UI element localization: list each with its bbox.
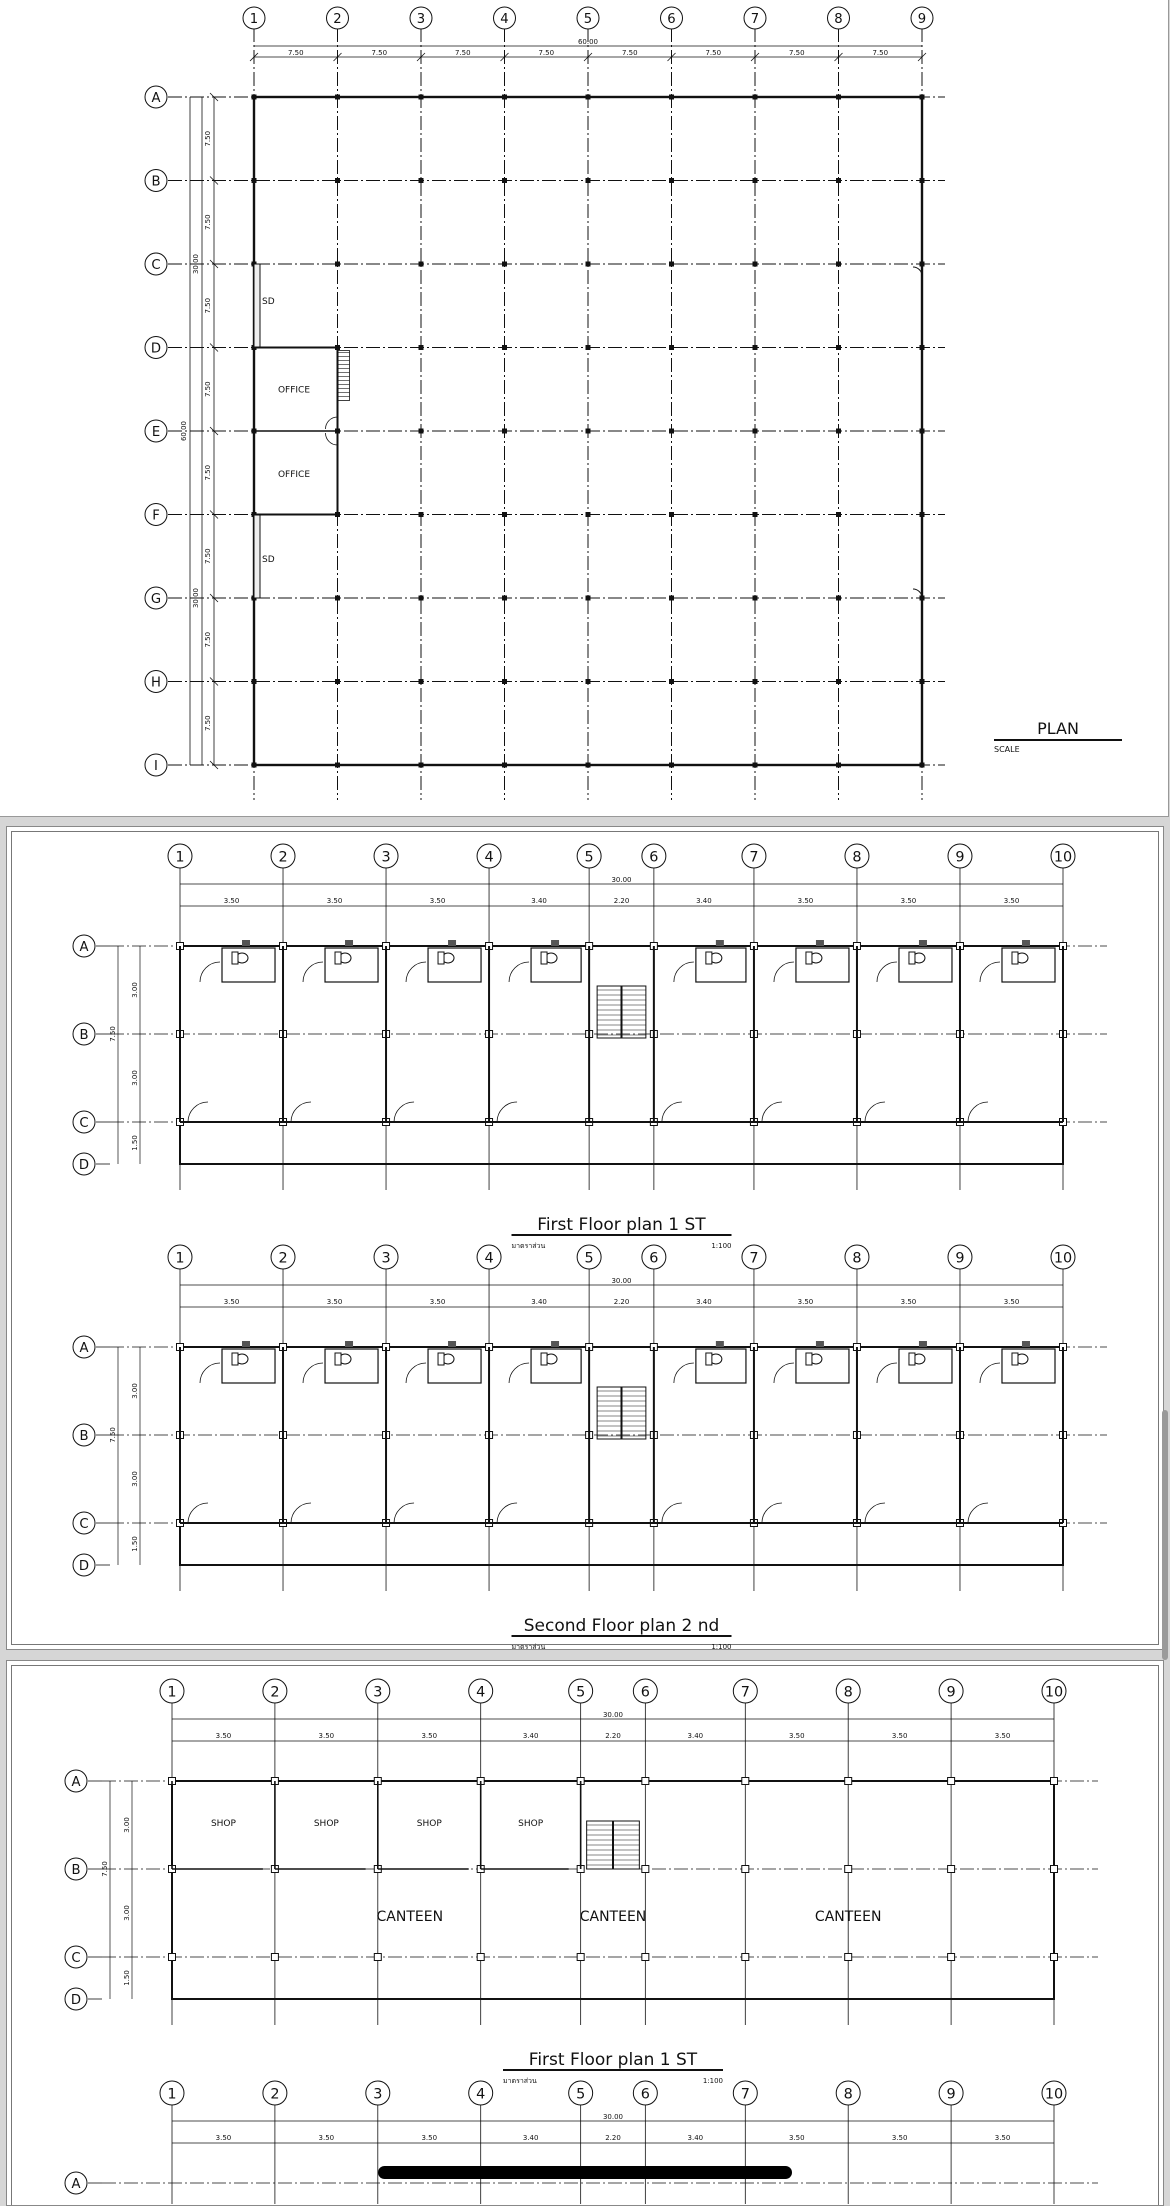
bathroom-wall [899,948,952,982]
vent-icon [345,1341,353,1347]
basin-icon [1012,1353,1018,1365]
door-swing [303,1363,323,1383]
vent-icon [919,940,927,946]
bathroom-wall [696,1349,746,1383]
plan-title: Second Floor plan 2 nd [523,1616,720,1636]
dim-col-spacing: 3.50 [429,897,446,905]
grid-bubble-col: 6 [649,1250,659,1267]
column [477,1954,484,1961]
column [642,1866,649,1873]
door-swing [877,962,897,982]
column [742,1954,749,1961]
grid-bubble-col: 3 [381,1250,391,1267]
door-swing [762,1503,782,1523]
vent-icon [448,940,456,946]
dim-col-spacing: 3.40 [696,897,712,905]
grid-bubble-col: 6 [667,11,676,27]
basin-icon [806,1353,812,1365]
basin-icon [541,1353,547,1365]
grid-bubble-row: B [79,1027,89,1043]
grid-bubble-row: A [71,1774,81,1790]
grid-bubble-col: 9 [946,1684,956,1701]
plan-title: First Floor plan 1 ST [528,2050,698,2070]
dim-col-spacing: 7.50 [538,49,555,57]
dim-col-spacing: 3.50 [421,2134,438,2142]
dim-row-spacing: 7.50 [204,631,212,648]
room-label-canteen: CANTEEN [814,1909,882,1925]
scale-label: มาตราส่วน [511,1242,546,1250]
dim-col-spacing: 3.50 [1003,897,1020,905]
door-swing [865,1503,885,1523]
door-swing [291,1503,311,1523]
bathroom-wall [899,1349,952,1383]
dim-row-spacing: 7.50 [204,297,212,314]
dim-col-spacing: 3.50 [900,1298,917,1306]
grid-bubble-col: 5 [583,11,593,27]
grid-bubble-col: 1 [167,1684,177,1701]
dim-overall: 30.00 [611,1277,632,1285]
door-swing [980,1363,1000,1383]
dim-row: 3.00 [131,1383,139,1399]
vent-icon [1022,1341,1030,1347]
basin-icon [541,952,547,964]
door-swing [406,962,426,982]
basin-icon [1012,952,1018,964]
column [742,1866,749,1873]
door-swing [674,962,694,982]
dim-col-spacing: 7.50 [287,49,304,57]
dim-overall-width: 60.00 [577,38,599,46]
grid-bubble-col: 8 [843,1684,853,1701]
basin-icon [909,952,915,964]
bathroom-wall [325,1349,378,1383]
dim-side-overall: 7.50 [109,1026,117,1042]
vent-icon [816,940,824,946]
room-label-office: OFFICE [277,385,311,396]
vent-icon [551,940,559,946]
grid-bubble-row: D [70,1992,82,2008]
dim-col-spacing: 3.40 [531,1298,547,1306]
dim-col-spacing: 3.50 [326,1298,343,1306]
vent-icon [345,940,353,946]
dim-col-spacing: 3.50 [797,897,814,905]
grid-bubble-col: 10 [1044,1684,1064,1701]
plan-title: First Floor plan 1 ST [537,1215,706,1235]
bathroom-wall [1002,1349,1055,1383]
door-swing [968,1503,988,1523]
door-swing [188,1102,208,1122]
dim-row-spacing: 7.50 [204,381,212,398]
grid-bubble-col: 2 [333,11,342,27]
dim-overall: 30.00 [602,2113,624,2121]
grid-bubble-col: 3 [381,849,391,866]
dim-col-spacing: 3.50 [891,2134,908,2142]
scale-value: 1:100 [702,2077,723,2085]
grid-bubble-row: D [150,341,162,357]
column [742,1778,749,1785]
basin-icon [335,952,341,964]
dim-side-overall: 7.50 [109,1427,117,1443]
column [271,1954,278,1961]
door-swing [762,1102,782,1122]
column [374,1954,381,1961]
door-swing [509,962,529,982]
dim-col-spacing: 7.50 [872,49,889,57]
dim-row-spacing: 7.50 [204,548,212,565]
grid-bubble-col: 4 [484,849,494,866]
door-swing [877,1363,897,1383]
room-label-sd: SD [262,555,275,565]
dim-col-spacing: 2.20 [613,897,630,905]
dim-col-spacing: 3.50 [900,897,917,905]
grid-bubble-row: A [79,1340,89,1356]
scale-label: มาตราส่วน [503,2077,537,2085]
grid-bubble-col: 7 [740,1684,750,1701]
dim-col-spacing: 3.50 [788,1732,805,1740]
room-label-shop: SHOP [313,1819,339,1829]
dim-col-spacing: 2.20 [613,1298,630,1306]
column [948,1954,955,1961]
basin-icon [706,1353,712,1365]
grid-bubble-row: E [151,424,161,440]
bathroom-wall [696,948,746,982]
grid-bubble-col: 5 [576,2086,586,2103]
grid-bubble-col: 9 [955,1250,965,1267]
room-label-shop: SHOP [210,1819,236,1829]
door-swing [509,1363,529,1383]
grid-bubble-col: 6 [649,849,659,866]
bathroom-wall [796,1349,849,1383]
grid-bubble-col: 10 [1053,1250,1073,1267]
grid-bubble-col: 10 [1044,2086,1064,2103]
dim-col-spacing: 2.20 [605,2134,621,2142]
vent-icon [551,1341,559,1347]
door-swing [394,1102,414,1122]
grid-bubble-row: D [78,1558,90,1574]
dim-col-spacing: 3.40 [687,1732,704,1740]
scrollbar-thumb[interactable] [1162,1410,1168,1660]
grid-bubble-col: 4 [500,11,509,27]
dim-col-spacing: 3.50 [994,2134,1011,2142]
redaction-bar [378,2166,792,2179]
door-swing [774,1363,794,1383]
dim-row: 1.50 [131,1536,139,1552]
dim-col-spacing: 2.20 [605,1732,621,1740]
grid-bubble-row: A [151,90,161,106]
grid-bubble-col: 4 [484,1250,494,1267]
building-outline [172,1781,1054,1999]
grid-bubble-row: C [151,257,161,273]
building-outline [180,1347,1063,1565]
grid-bubble-col: 7 [749,1250,759,1267]
grid-bubble-col: 6 [640,2086,650,2103]
grid-bubble-col: 1 [249,11,259,27]
grid-bubble-col: 5 [584,1250,594,1267]
bathroom-wall [531,948,581,982]
bathroom-wall [222,1349,275,1383]
grid-bubble-row: F [152,508,160,524]
grid-bubble-col: 3 [416,11,426,27]
column [845,1866,852,1873]
room-label-sd: SD [262,297,275,307]
dim-col-spacing: 3.40 [696,1298,712,1306]
dim-row: 3.00 [131,982,139,998]
dim-overall-height: 60.00 [180,420,188,442]
dim-row-spacing: 7.50 [204,214,212,231]
grid-bubble-col: 9 [917,11,927,27]
dim-col-spacing: 3.50 [318,2134,335,2142]
grid-bubble-row: C [71,1950,81,1966]
door-swing [662,1503,682,1523]
vent-icon [716,940,724,946]
bathroom-wall [428,948,481,982]
dim-col-spacing: 3.40 [522,2134,539,2142]
column [1051,1866,1058,1873]
room-label-canteen: CANTEEN [579,1909,647,1925]
column [948,1778,955,1785]
grid-bubble-col: 4 [476,2086,486,2103]
dim-col-spacing: 7.50 [371,49,388,57]
grid-bubble-col: 8 [843,2086,853,2103]
room-label-office: OFFICE [277,470,311,480]
grid-bubble-col: 3 [373,2086,383,2103]
column [577,1954,584,1961]
scale-value: 1:100 [711,1643,732,1651]
dim-col-spacing: 3.50 [994,1732,1011,1740]
grid-bubble-row: B [71,1862,81,1878]
dim-col-spacing: 3.50 [215,2134,232,2142]
grid-bubble-row: H [151,675,161,691]
grid-bubble-col: 6 [640,1684,650,1701]
door-swing [406,1363,426,1383]
door-swing [394,1503,414,1523]
vent-icon [1022,940,1030,946]
basin-icon [806,952,812,964]
dim-col-spacing: 3.50 [421,1732,438,1740]
dim-col-spacing: 3.50 [429,1298,446,1306]
door-swing [662,1102,682,1122]
dim-overall: 30.00 [611,876,632,884]
dim-overall: 30.00 [602,1711,624,1719]
grid-bubble-col: 7 [740,2086,750,2103]
basin-icon [438,952,444,964]
dim-col-spacing: 3.40 [522,1732,539,1740]
door-swing [200,962,220,982]
door-swing [200,1363,220,1383]
grid-bubble-col: 8 [834,11,843,27]
grid-bubble-col: 1 [167,2086,177,2103]
dim-col-spacing: 3.50 [326,897,343,905]
dim-col-spacing: 3.40 [687,2134,704,2142]
grid-bubble-row: B [151,174,161,190]
dim-row: 3.00 [131,1070,139,1086]
grid-bubble-col: 5 [584,849,594,866]
grid-bubble-col: 5 [576,1684,586,1701]
vent-icon [716,1341,724,1347]
dim-col-spacing: 3.50 [788,2134,805,2142]
dim-sub: 30.00 [192,587,200,609]
grid-bubble-row: D [78,1157,90,1173]
grid-bubble-row: C [79,1115,89,1131]
room-label-canteen: CANTEEN [376,1909,444,1925]
dim-col-spacing: 3.50 [1003,1298,1020,1306]
scale-value: 1:100 [711,1242,732,1250]
column [948,1866,955,1873]
grid-bubble-col: 10 [1053,849,1073,866]
dim-sub: 30.00 [192,253,200,275]
door-swing [674,1363,694,1383]
door-swing [774,962,794,982]
grid-bubble-row: G [150,591,162,607]
door-swing [980,962,1000,982]
grid-bubble-col: 2 [270,1684,280,1701]
vent-icon [919,1341,927,1347]
dim-col-spacing: 3.50 [891,1732,908,1740]
vent-icon [448,1341,456,1347]
grid-bubble-col: 2 [278,1250,288,1267]
dim-row: 3.00 [123,1905,131,1921]
column [642,1954,649,1961]
dim-row: 1.50 [123,1970,131,1986]
grid-bubble-col: 4 [476,1684,486,1701]
basin-icon [335,1353,341,1365]
bathroom-wall [325,948,378,982]
bathroom-wall [796,948,849,982]
grid-bubble-col: 1 [175,849,185,866]
column [169,1954,176,1961]
dim-col-spacing: 7.50 [454,49,471,57]
room-label-shop: SHOP [518,1819,544,1829]
dim-col-spacing: 3.50 [797,1298,814,1306]
dim-row: 3.00 [123,1817,131,1833]
dim-col-spacing: 3.50 [215,1732,232,1740]
vent-icon [242,940,250,946]
grid-bubble-row: A [79,939,89,955]
door-swing [303,962,323,982]
plan-scale: SCALE [994,745,1020,754]
column [1051,1778,1058,1785]
column [845,1778,852,1785]
dim-side-overall: 7.50 [101,1861,109,1877]
bathroom-wall [428,1349,481,1383]
building-outline [180,946,1063,1164]
vent-icon [242,1341,250,1347]
bathroom-wall [531,1349,581,1383]
grid-bubble-col: 3 [373,1684,383,1701]
dim-row-spacing: 7.50 [204,464,212,481]
grid-bubble-col: 9 [955,849,965,866]
basin-icon [438,1353,444,1365]
grid-bubble-col: 7 [749,849,759,866]
bathroom-wall [1002,948,1055,982]
grid-bubble-col: 2 [270,2086,280,2103]
dim-row: 1.50 [131,1135,139,1151]
grid-bubble-col: 8 [852,849,862,866]
dim-row: 3.00 [131,1471,139,1487]
dim-col-spacing: 3.50 [223,1298,240,1306]
scale-label: มาตราส่วน [511,1643,546,1651]
basin-icon [232,952,238,964]
basin-icon [232,1353,238,1365]
dim-row-spacing: 7.50 [204,715,212,732]
column [845,1954,852,1961]
room-label-shop: SHOP [416,1819,442,1829]
grid-bubble-row: A [71,2176,81,2192]
grid-bubble-col: 2 [278,849,288,866]
column [1051,1954,1058,1961]
grid-bubble-col: 7 [750,11,760,27]
grid-bubble-col: 1 [175,1250,185,1267]
grid-bubble-col: 8 [852,1250,862,1267]
column [642,1778,649,1785]
dim-row-spacing: 7.50 [204,130,212,147]
vent-icon [816,1341,824,1347]
basin-icon [706,952,712,964]
door-swing [291,1102,311,1122]
dim-col-spacing: 3.50 [223,897,240,905]
door-swing [968,1102,988,1122]
dim-col-spacing: 3.40 [531,897,547,905]
door-swing [188,1503,208,1523]
grid-bubble-row: C [79,1516,89,1532]
dim-col-spacing: 7.50 [705,49,722,57]
bathroom-wall [222,948,275,982]
grid-bubble-row: B [79,1428,89,1444]
basin-icon [909,1353,915,1365]
dim-col-spacing: 7.50 [788,49,805,57]
plan-title: PLAN [1037,719,1079,738]
door-swing [865,1102,885,1122]
dim-col-spacing: 7.50 [621,49,638,57]
door-swing [497,1503,517,1523]
grid-bubble-col: 9 [946,2086,956,2103]
grid-bubble-row: I [154,758,158,774]
dim-col-spacing: 3.50 [318,1732,335,1740]
door-swing [497,1102,517,1122]
